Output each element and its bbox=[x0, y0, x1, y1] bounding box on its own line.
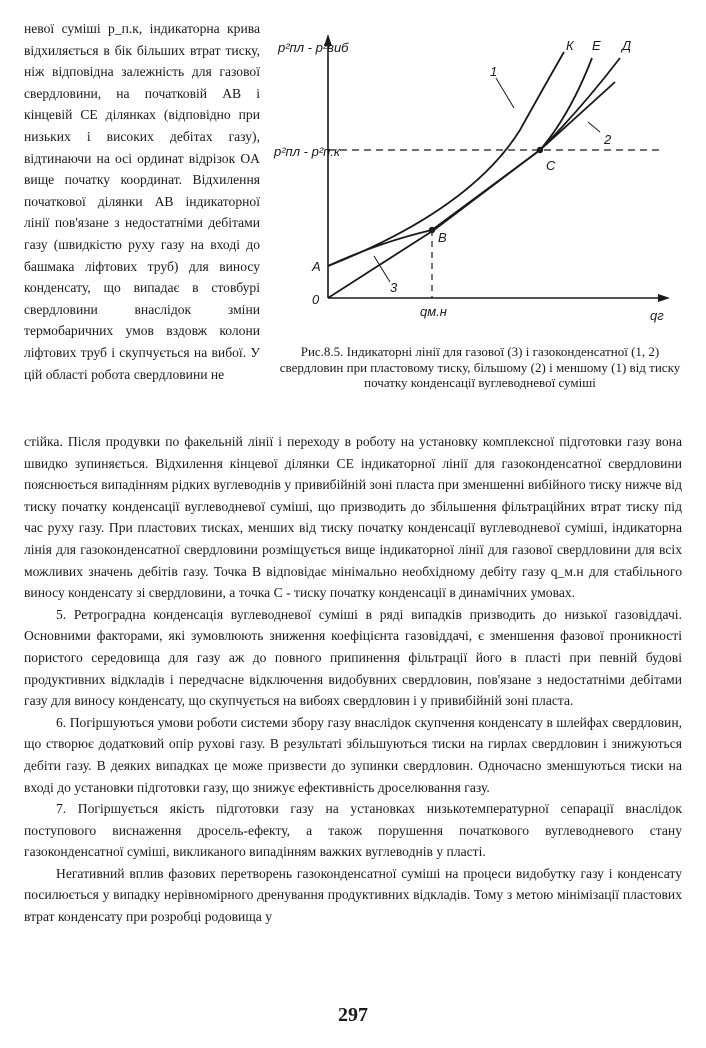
point-b-marker bbox=[429, 227, 435, 233]
paragraph-7: 7. Погіршується якість підготовки газу на установках низькотемпературної сепарації внаслідок поступового виснаження дросель-ефекту, а також порушення початкового вуглеводневого стану газоконденсатної суміші, викликаного випадінням важких вуглеводнів у пласті. bbox=[24, 801, 682, 860]
curve-3-label: 3 bbox=[390, 280, 398, 295]
page-number: 297 bbox=[338, 1004, 368, 1026]
point-a-label: A bbox=[312, 259, 321, 274]
point-b-label: B bbox=[438, 230, 447, 245]
paragraph-8: Негативний вплив фазових перетворень газоконденсатної суміші на процеси видобутку газу і конденсату посилюється у випадку нерівномірного дренування продуктивних відкладів. Тому з метою мінімізації пластових втрат конденсату при розробці родовища у bbox=[24, 865, 682, 925]
point-c-marker bbox=[537, 147, 543, 153]
paragraph-6: 6. Погіршуються умови роботи системи збору газу внаслідок скупчення конденсату в шлейфах свердловин, що створює додатковий опір руховi газу. В результаті збільшуються тиски на гирлах свердловин і знижуються дебіти газу. В деяких випадках це може призвести до зупинки свердловин. Одночасно зменшуються тиски на вході до установки підготовки газу, що знижує ефективність дроселювання газу. bbox=[24, 714, 682, 795]
curve-e-label: Е bbox=[592, 38, 601, 53]
paragraph-continuation: стійка. Після продувки по факельній лінії і переходу в роботу на установку комплексної підготовки газу вона швидко зупиняється. Відхилення кінцевої ділянки CE індикаторної лінії для газоконденсатної свердловини пояснюється випадінням рідких вуглеводнів у привибійній зоні пласта при зменшенні вибійного тиску нижче від тиску початку конденсації вуглеводневої суміші, що призводить до збільшення фільтраційних втрат тиску під час руху газу. При пластових тисках, менших від тиску початку конденсації вуглеводневої суміші, індикаторна лінія для газоконденсатної свердловини розміщується вище індикаторної лінії для газової свердловини для всіх можливих значень дебітів газу. Точка B відповідає мінімально необхідному дебіту газу q_м.н для стабільного виносу конденсату зі свердловини, а точка C - тиску початку конденсації в динамічних умовах. bbox=[24, 434, 682, 601]
body-text bbox=[24, 431, 682, 928]
y-mark-label: p²пл - p²п.к bbox=[274, 144, 341, 159]
x-mark-label: qм.н bbox=[420, 304, 447, 319]
curve-e-branch bbox=[540, 58, 592, 150]
leader-2 bbox=[588, 122, 600, 132]
curve-3-gas-well bbox=[328, 82, 615, 298]
origin-label: 0 bbox=[312, 292, 320, 307]
curve-k-label: К bbox=[566, 38, 574, 53]
curve-1-label: 1 bbox=[490, 64, 498, 79]
x-axis-arrow bbox=[658, 294, 670, 302]
point-c-label: C bbox=[546, 158, 556, 173]
curve-d-label: Д bbox=[622, 38, 632, 53]
left-column-paragraph: невої суміші p_п.к, індикаторна крива відхиляється в бік більших втрат тиску, ніж відповідна залежність для газової свердловини, на початковій AB і кінцевій CE ділянках (відповідно при низьких і високих дебітах газу), відтинаючи на осі ординат відрізок OA вище початку координат. Відхилення початкової ділянки AB індикаторної лінії пов'язане з недостатніми дебітами газу (швидкістю руху газу на вході до башмака ліфтових труб) для виносу конденсату, що випадає в стовбурі свердловини внаслідок зміни термобаричних умов вздовж колони ліфтових труб і скупчується на вибої. У цій області робота свердловини не bbox=[24, 21, 260, 382]
indicator-lines-figure bbox=[270, 20, 690, 340]
y-axis-label: p²пл - p²виб bbox=[278, 40, 349, 55]
x-axis-label: qг bbox=[650, 308, 664, 323]
figure-caption: Рис.8.5. Індикаторні лінії для газової (3) і газоконденсатної (1, 2) свердловин при пластовому тиску, більшому (2) і меншому (1) від тиску початку конденсації вуглеводневої суміші bbox=[279, 344, 681, 391]
paragraph-5: 5. Ретроградна конденсація вуглеводневої суміші в ряді випадків призводить до низької газовіддачі. Основними факторами, які зумовлюють зниження коефіцієнта газовіддачі, є зменшення фазової проникності пористого середовища для газу аж до повного припинення фільтрації його в пласті при певній будові продуктивних відкладів і передчасне відключення видобувних свердловин, пов'язане з недостатніми дебітами газу для виносу конденсату, що скупчується на вибоях свердловин і у привибійній зоні пласта. bbox=[24, 606, 682, 709]
left-column-text bbox=[24, 18, 260, 385]
curve-2-label: 2 bbox=[604, 132, 612, 147]
leader-1 bbox=[496, 78, 514, 108]
curve-2-gas-condensate bbox=[328, 58, 620, 266]
